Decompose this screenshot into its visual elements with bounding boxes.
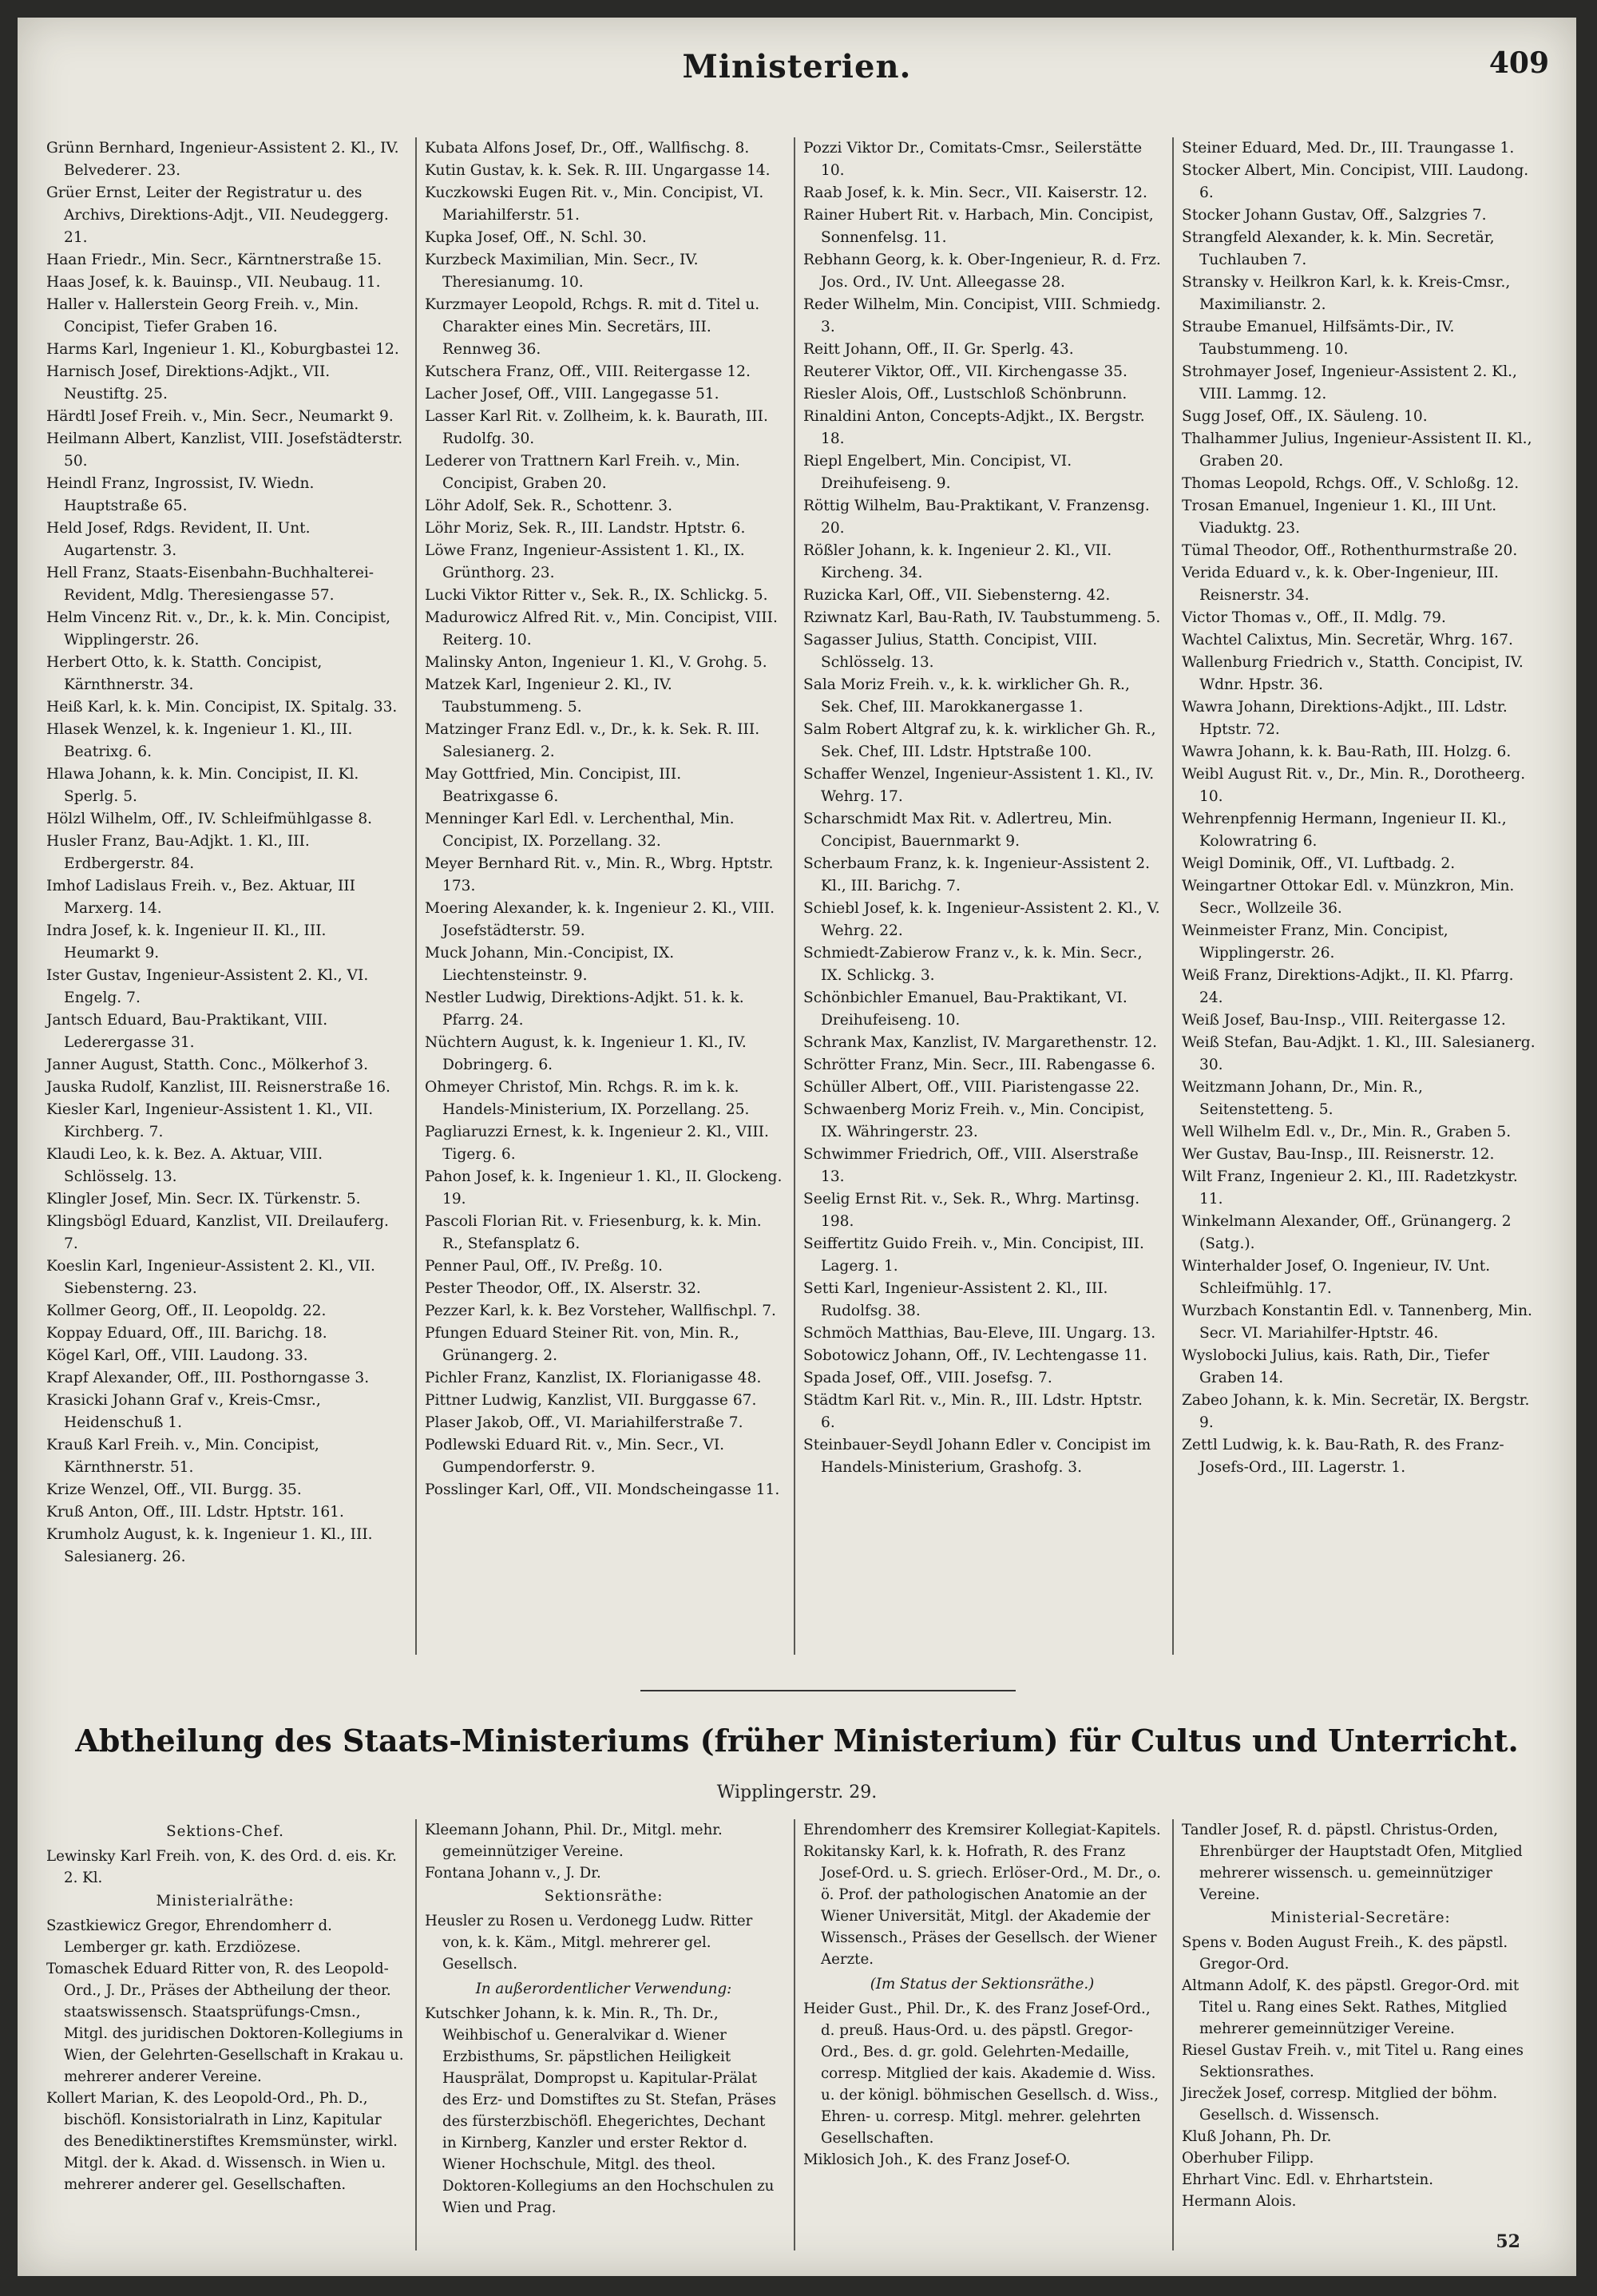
list-item: Pfungen Eduard Steiner Rit. von, Min. R., Grünangerg. 2.	[425, 1325, 739, 1364]
list-item: Jirecžek Josef, corresp. Mitglied der böhm. Gesellsch. d. Wissensch.	[1182, 2085, 1498, 2124]
list-item: Kupka Josef, Off., N. Schl. 30.	[425, 229, 647, 246]
column-rule	[794, 137, 795, 1655]
list-item: Hölzl Wilhelm, Off., IV. Schleifmühlgasse 8.	[46, 811, 373, 827]
list-item: Held Josef, Rdgs. Revident, II. Unt. Augartenstr. 3.	[46, 520, 311, 559]
list-item: Seiffertitz Guido Freih. v., Min. Concipist, III. Lagerg. 1.	[803, 1235, 1144, 1275]
list-item: Riepl Engelbert, Min. Concipist, VI. Dreihufeiseng. 9.	[803, 453, 1072, 492]
list-item: Verida Eduard v., k. k. Ober-Ingenieur, III. Reisnerstr. 34.	[1182, 565, 1499, 604]
list-item: Harms Karl, Ingenieur 1. Kl., Koburgbastei 12.	[46, 341, 399, 358]
list-item: Ehrhart Vinc. Edl. v. Ehrhartstein.	[1182, 2171, 1434, 2188]
list-item: Lasser Karl Rit. v. Zollheim, k. k. Baurath, III. Rudolfg. 30.	[425, 408, 768, 447]
list-item: Tandler Josef, R. d. päpstl. Christus-Orden, Ehrenbürger der Hauptstadt Ofen, Mitglied mehrerer wissensch. u. gemeinnütziger Vereine.	[1182, 1822, 1523, 1903]
list-item: Stransky v. Heilkron Karl, k. k. Kreis-Cmsr., Maximilianstr. 2.	[1182, 274, 1511, 313]
list-item: Grüer Ernst, Leiter der Registratur u. des Archivs, Direktions-Adjt., VII. Neudeggerg. 21.	[46, 184, 389, 246]
list-item: Härdtl Josef Freih. v., Min. Secr., Neumarkt 9.	[46, 408, 394, 425]
list-item: Hermann Alois.	[1182, 2193, 1297, 2210]
list-item: Posslinger Karl, Off., VII. Mondscheingasse 11.	[425, 1481, 780, 1498]
list-item: Schwimmer Friedrich, Off., VIII. Alserstraße 13.	[803, 1146, 1139, 1185]
list-item: Kutschker Johann, k. k. Min. R., Th. Dr., Weihbischof u. Generalvikar d. Wiener Erzbisthums, Sr. päpstlichen Heiligkeit Hausprälat, Dompropst u. Kapitular-Prälat des Erz- und Domstiftes zu St. Stefan, Präses des fürsterzbischöfl. Ehegerichtes, Dechant in Kirnberg, Kanzler und erster Rektor d. Wiener Hochschule, Mitgl. des theol. Doktoren-Kollegiums an den Hochschulen zu Wien und Prag.	[425, 2005, 777, 2216]
list-item: Kiesler Karl, Ingenieur-Assistent 1. Kl., VII. Kirchberg. 7.	[46, 1101, 374, 1140]
column-rule	[415, 137, 417, 1655]
list-item: Fontana Johann v., J. Dr.	[425, 1865, 601, 1882]
list-item: Schrötter Franz, Min. Secr., III. Rabengasse 6.	[803, 1057, 1155, 1073]
list-item: Winterhalder Josef, O. Ingenieur, IV. Unt. Schleifmühlg. 17.	[1182, 1258, 1491, 1297]
list-item: Heusler zu Rosen u. Verdonegg Ludw. Ritter von, k. k. Käm., Mitgl. mehrerer gel. Gesellsch.	[425, 1913, 753, 1973]
list-item: Koeslin Karl, Ingenieur-Assistent 2. Kl., VII. Siebensterng. 23.	[46, 1258, 375, 1297]
list-item: Tomaschek Eduard Ritter von, R. des Leopold-Ord., J. Dr., Präses der Abtheilung der theor. staatswissensch. Staatsprüfungs-Cmsn., Mitgl. des juridischen Doktoren-Kollegiums in Wien, der Gelehrten-Gesellschaft in Krakau u. mehrerer anderer Vereine.	[46, 1961, 404, 2085]
list-item: Well Wilhelm Edl. v., Dr., Min. R., Graben 5.	[1182, 1124, 1512, 1140]
list-item: Heilmann Albert, Kanzlist, VIII. Josefstädterstr. 50.	[46, 430, 403, 470]
list-item: Schiebl Josef, k. k. Ingenieur-Assistent 2. Kl., V. Wehrg. 22.	[803, 900, 1160, 939]
list-item: Wehrenpfennig Hermann, Ingenieur II. Kl., Kolowratring 6.	[1182, 811, 1507, 850]
list-item: Löhr Moriz, Sek. R., III. Landstr. Hptstr. 6.	[425, 520, 746, 537]
list-item: Matzek Karl, Ingenieur 2. Kl., IV. Taubstummeng. 5.	[425, 676, 672, 716]
top-column-1	[46, 137, 404, 1568]
list-item: Weiß Franz, Direktions-Adjkt., II. Kl. Pfarrg. 24.	[1182, 967, 1514, 1006]
list-item: Sugg Josef, Off., IX. Säuleng. 10.	[1182, 408, 1428, 425]
top-column-3	[803, 137, 1161, 1479]
top-column-4	[1182, 137, 1540, 1479]
bottom-column-2	[425, 1819, 783, 2219]
list-item: Indra Josef, k. k. Ingenieur II. Kl., III. Heumarkt 9.	[46, 922, 327, 962]
list-item: Schmiedt-Zabierow Franz v., k. k. Min. Secr., IX. Schlickg. 3.	[803, 945, 1143, 984]
list-item: Oberhuber Filipp.	[1182, 2150, 1314, 2167]
list-item: Pezzer Karl, k. k. Bez Vorsteher, Wallfischpl. 7.	[425, 1303, 776, 1319]
list-item: Harnisch Josef, Direktions-Adjkt., VII. Neustiftg. 25.	[46, 363, 331, 402]
list-item: Lacher Josef, Off., VIII. Langegasse 51.	[425, 386, 719, 402]
list-item: Scharschmidt Max Rit. v. Adlertreu, Min. Concipist, Bauernmarkt 9.	[803, 811, 1112, 850]
list-item: Wawra Johann, Direktions-Adjkt., III. Ldstr. Hptstr. 72.	[1182, 699, 1508, 738]
bottom-column-3	[803, 1819, 1161, 2171]
list-item: Haller v. Hallerstein Georg Freih. v., Min. Concipist, Tiefer Graben 16.	[46, 296, 359, 335]
list-item: Stocker Albert, Min. Concipist, VIII. Laudong. 6.	[1182, 162, 1529, 201]
list-item: Pester Theodor, Off., IX. Alserstr. 32.	[425, 1280, 701, 1297]
list-item: Thomas Leopold, Rchgs. Off., V. Schloßg. 12.	[1182, 475, 1520, 492]
list-item: Schwaenberg Moriz Freih. v., Min. Concipist, IX. Währingerstr. 23.	[803, 1101, 1145, 1140]
list-item: Szastkiewicz Gregor, Ehrendomherr d. Lemberger gr. kath. Erzdiözese.	[46, 1917, 332, 1956]
list-item: Hlawa Johann, k. k. Min. Concipist, II. Kl. Sperlg. 5.	[46, 766, 359, 805]
list-item: Stocker Johann Gustav, Off., Salzgries 7.	[1182, 207, 1487, 224]
list-item: Schüller Albert, Off., VIII. Piaristengasse 22.	[803, 1079, 1139, 1096]
list-item: Städtm Karl Rit. v., Min. R., III. Ldstr. Hptstr. 6.	[803, 1392, 1143, 1431]
list-item: Haan Friedr., Min. Secr., Kärntnerstraße 15.	[46, 252, 382, 268]
list-item: Kuczkowski Eugen Rit. v., Min. Concipist, VI. Mariahilferstr. 51.	[425, 184, 764, 224]
list-item: Pittner Ludwig, Kanzlist, VII. Burggasse 67.	[425, 1392, 757, 1409]
list-item: Reuterer Viktor, Off., VII. Kirchengasse 35.	[803, 363, 1127, 380]
list-item: Klingsbögl Eduard, Kanzlist, VII. Dreilauferg. 7.	[46, 1213, 389, 1252]
list-item: Herbert Otto, k. k. Statth. Concipist, Kärnthnerstr. 34.	[46, 654, 323, 693]
list-item: Hlasek Wenzel, k. k. Ingenieur 1. Kl., III. Beatrixg. 6.	[46, 721, 353, 760]
list-item: Schrank Max, Kanzlist, IV. Margarethenstr. 12.	[803, 1034, 1158, 1051]
list-item: Pagliaruzzi Ernest, k. k. Ingenieur 2. Kl., VIII. Tigerg. 6.	[425, 1124, 769, 1163]
list-item: Meyer Bernhard Rit. v., Min. R., Wbrg. Hptstr. 173.	[425, 855, 774, 894]
list-item: Klingler Josef, Min. Secr. IX. Türkenstr. 5.	[46, 1191, 361, 1207]
list-item: Haas Josef, k. k. Bauinsp., VII. Neubaug. 11.	[46, 274, 381, 291]
column-rule	[1172, 1819, 1174, 2250]
list-item: Kollert Marian, K. des Leopold-Ord., Ph. D., bischöfl. Konsistorialrath in Linz, Kapitular des Benediktinerstiftes Kremsmünster, wirkl. Mitgl. der k. Akad. d. Wissensch. in Wien u. mehrerer anderer gel. Gesellschaften.	[46, 2090, 398, 2193]
list-item: Janner August, Statth. Conc., Mölkerhof 3.	[46, 1057, 369, 1073]
list-item: Kögel Karl, Off., VIII. Laudong. 33.	[46, 1347, 308, 1364]
heading-ministerialraethe: Ministerialräthe:	[156, 1893, 295, 1909]
heading-sektionsraethe: Sektionsräthe:	[544, 1888, 664, 1905]
list-item: Strohmayer Josef, Ingenieur-Assistent 2. Kl., VIII. Lammg. 12.	[1182, 363, 1517, 402]
top-column-2	[425, 137, 783, 1501]
list-item: Reder Wilhelm, Min. Concipist, VIII. Schmiedg. 3.	[803, 296, 1161, 335]
list-item: Ehrendomherr des Kremsirer Kollegiat-Kapitels.	[803, 1822, 1161, 1838]
list-item: Weigl Dominik, Off., VI. Luftbadg. 2.	[1182, 855, 1456, 872]
list-item: Sobotowicz Johann, Off., IV. Lechtengasse 11.	[803, 1347, 1147, 1364]
status-note: (Im Status der Sektionsräthe.)	[870, 1976, 1095, 1993]
column-rule	[1172, 137, 1174, 1655]
list-item: Kluß Johann, Ph. Dr.	[1182, 2128, 1332, 2145]
document-page	[18, 18, 1576, 2276]
list-item: Plaser Jakob, Off., VI. Mariahilferstraße 7.	[425, 1414, 743, 1431]
list-item: Nestler Ludwig, Direktions-Adjkt. 51. k. k. Pfarrg. 24.	[425, 989, 744, 1029]
list-item: Rößler Johann, k. k. Ingenieur 2. Kl., VII. Kircheng. 34.	[803, 542, 1112, 581]
list-item: Moering Alexander, k. k. Ingenieur 2. Kl., VIII. Josefstädterstr. 59.	[425, 900, 775, 939]
list-item: Matzinger Franz Edl. v., Dr., k. k. Sek. R. III. Salesianerg. 2.	[425, 721, 760, 760]
list-item: Kruß Anton, Off., III. Ldstr. Hptstr. 161.	[46, 1504, 344, 1521]
bottom-column-1	[46, 1819, 404, 2195]
list-item: Pichler Franz, Kanzlist, IX. Florianigasse 48.	[425, 1370, 762, 1386]
list-item: Helm Vincenz Rit. v., Dr., k. k. Min. Concipist, Wipplingerstr. 26.	[46, 609, 391, 648]
list-item: Trosan Emanuel, Ingenieur 1. Kl., III Unt. Viaduktg. 23.	[1182, 498, 1497, 537]
list-item: Krapf Alexander, Off., III. Posthorngasse 3.	[46, 1370, 370, 1386]
list-item: Grünn Bernhard, Ingenieur-Assistent 2. Kl., IV. Belvederег. 23.	[46, 140, 399, 179]
list-item: Spada Josef, Off., VIII. Josefsg. 7.	[803, 1370, 1052, 1386]
bottom-column-4	[1182, 1819, 1540, 2212]
list-item: Rebhann Georg, k. k. Ober-Ingenieur, R. d. Frz. Jos. Ord., IV. Unt. Alleegasse 28.	[803, 252, 1161, 291]
list-item: Straube Emanuel, Hilfsämts-Dir., IV. Taubstummeng. 10.	[1182, 319, 1455, 358]
list-item: Miklosich Joh., K. des Franz Josef-O.	[803, 2151, 1071, 2168]
list-item: Löhr Adolf, Sek. R., Schottenr. 3.	[425, 498, 673, 514]
list-item: Koppay Eduard, Off., III. Barichg. 18.	[46, 1325, 327, 1342]
column-rule	[415, 1819, 417, 2250]
list-item: Pascoli Florian Rit. v. Friesenburg, k. k. Min. R., Stefansplatz 6.	[425, 1213, 762, 1252]
list-item: Menninger Karl Edl. v. Lerchenthal, Min. Concipist, IX. Porzellang. 32.	[425, 811, 735, 850]
list-item: Tümal Theodor, Off., Rothenthurmstraße 20.	[1182, 542, 1518, 559]
list-item: Reitt Johann, Off., II. Gr. Sperlg. 43.	[803, 341, 1074, 358]
list-item: Krumholz August, k. k. Ingenieur 1. Kl., III. Salesianerg. 26.	[46, 1526, 373, 1565]
list-item: Weibl August Rit. v., Dr., Min. R., Dorotheerg. 10.	[1182, 766, 1526, 805]
list-item: Klaudi Leo, k. k. Bez. A. Aktuar, VIII. Schlösselg. 13.	[46, 1146, 323, 1185]
list-item: Raab Josef, k. k. Min. Secr., VII. Kaiserstr. 12.	[803, 184, 1147, 201]
list-item: Kubata Alfons Josef, Dr., Off., Wallfischg. 8.	[425, 140, 750, 157]
list-item: Kutschera Franz, Off., VIII. Reitergasse 12.	[425, 363, 751, 380]
column-rule	[794, 1819, 795, 2250]
list-item: Wyslobocki Julius, kais. Rath, Dir., Tiefer Graben 14.	[1182, 1347, 1490, 1386]
list-item: Sala Moriz Freih. v., k. k. wirklicher Gh. R., Sek. Chef, III. Marokkanergasse 1.	[803, 676, 1130, 716]
list-item: Riesler Alois, Off., Lustschloß Schönbrunn.	[803, 386, 1127, 402]
list-item: Rinaldini Anton, Concepts-Adjkt., IX. Bergstr. 18.	[803, 408, 1145, 447]
list-item: Kleemann Johann, Phil. Dr., Mitgl. mehr. gemeinnütziger Vereine.	[425, 1822, 723, 1860]
list-item: Sagasser Julius, Statth. Concipist, VIII. Schlösselg. 13.	[803, 632, 1098, 671]
list-item: Zabeo Johann, k. k. Min. Secretär, IX. Bergstr. 9.	[1182, 1392, 1530, 1431]
list-item: Imhof Ladislaus Freih. v., Bez. Aktuar, III Marxerg. 14.	[46, 878, 355, 917]
list-item: Rziwnatz Karl, Bau-Rath, IV. Taubstummeng. 5.	[803, 609, 1161, 626]
list-item: Zettl Ludwig, k. k. Bau-Rath, R. des Franz-Josefs-Ord., III. Lagerstr. 1.	[1182, 1437, 1504, 1476]
list-item: Riesel Gustav Freih. v., mit Titel u. Rang eines Sektionsrathes.	[1182, 2042, 1524, 2080]
list-item: Muck Johann, Min.-Concipist, IX. Liechtensteinstr. 9.	[425, 945, 675, 984]
section-title: Abtheilung des Staats-Ministeriums (früher Ministerium) für Cultus und Unterricht.	[75, 1723, 1519, 1759]
list-item: Victor Thomas v., Off., II. Mdlg. 79.	[1182, 609, 1446, 626]
list-item: Kurzmayer Leopold, Rchgs. R. mit d. Titel u. Charakter eines Min. Secretärs, III. Rennweg 36.	[425, 296, 760, 358]
list-item: Pahon Josef, k. k. Ingenieur 1. Kl., II. Glockeng. 19.	[425, 1168, 783, 1207]
list-item: Hell Franz, Staats-Eisenbahn-Buchhalterei-Revident, Mdlg. Theresiengasse 57.	[46, 565, 374, 604]
list-item: Rokitansky Karl, k. k. Hofrath, R. des Franz Josef-Ord. u. S. griech. Erlöser-Ord., M. Dr., o. ö. Prof. der pathologischen Anatomie an der Wiener Universität, Mitgl. der Akademie der Wissensch., Präses der Gesellsch. der Wiener Aerzte.	[803, 1843, 1161, 1968]
list-item: Wawra Johann, k. k. Bau-Rath, III. Holzg. 6.	[1182, 744, 1512, 760]
heading-ausserordentlich: In außerordentlicher Verwendung:	[475, 1981, 732, 1997]
list-item: Husler Franz, Bau-Adjkt. 1. Kl., III. Erdbergerstr. 84.	[46, 833, 310, 872]
list-item: May Gottfried, Min. Concipist, III. Beatrixgasse 6.	[425, 766, 682, 805]
list-item: Kutin Gustav, k. k. Sek. R. III. Ungargasse 14.	[425, 162, 771, 179]
list-item: Löwe Franz, Ingenieur-Assistent 1. Kl., IX. Grünthorg. 23.	[425, 542, 745, 581]
list-item: Altmann Adolf, K. des päpstl. Gregor-Ord. mit Titel u. Rang eines Sekt. Rathes, Mitglied mehrerer gemeinnütziger Vereine.	[1182, 1977, 1520, 2037]
list-item: Jantsch Eduard, Bau-Praktikant, VIII. Lederergasse 31.	[46, 1012, 328, 1051]
list-item: Salm Robert Altgraf zu, k. k. wirklicher Gh. R., Sek. Chef, III. Ldstr. Hptstraße 100.	[803, 721, 1156, 760]
list-item: Weitzmann Johann, Dr., Min. R., Seitenstetteng. 5.	[1182, 1079, 1423, 1118]
list-item: Spens v. Boden August Freih., K. des päpstl. Gregor-Ord.	[1182, 1934, 1508, 1973]
list-item: Scherbaum Franz, k. k. Ingenieur-Assistent 2. Kl., III. Barichg. 7.	[803, 855, 1151, 894]
section-address: Wipplingerstr. 29.	[716, 1782, 878, 1802]
list-item: Strangfeld Alexander, k. k. Min. Secretär, Tuchlauben 7.	[1182, 229, 1495, 268]
list-item: Jauska Rudolf, Kanzlist, III. Reisnerstraße 16.	[46, 1079, 390, 1096]
list-item: Weiß Josef, Bau-Insp., VIII. Reitergasse 12.	[1182, 1012, 1506, 1029]
list-item: Wallenburg Friedrich v., Statth. Concipist, IV. Wdnr. Hpstr. 36.	[1182, 654, 1524, 693]
heading-ministerial-secretaere: Ministerial-Secretäre:	[1270, 1909, 1451, 1926]
list-item: Weingartner Ottokar Edl. v. Münzkron, Min. Secr., Wollzeile 36.	[1182, 878, 1515, 917]
heading-sektions-chef: Sektions-Chef.	[166, 1823, 284, 1840]
list-item: Kurzbeck Maximilian, Min. Secr., IV. Theresianumg. 10.	[425, 252, 699, 291]
list-item: Podlewski Eduard Rit. v., Min. Secr., VI. Gumpendorferstr. 9.	[425, 1437, 725, 1476]
list-item: Madurowicz Alfred Rit. v., Min. Concipist, VIII. Reiterg. 10.	[425, 609, 778, 648]
list-item: Heindl Franz, Ingrossist, IV. Wiedn. Hauptstraße 65.	[46, 475, 315, 514]
list-item: Kollmer Georg, Off., II. Leopoldg. 22.	[46, 1303, 327, 1319]
running-head: Ministerien.	[682, 48, 912, 85]
list-item: Krasicki Johann Graf v., Kreis-Cmsr., Heidenschuß 1.	[46, 1392, 321, 1431]
list-item: Ohmeyer Christof, Min. Rchgs. R. im k. k. Handels-Ministerium, IX. Porzellang. 25.	[425, 1079, 750, 1118]
list-item: Heiß Karl, k. k. Min. Concipist, IX. Spitalg. 33.	[46, 699, 398, 716]
list-item: Steiner Eduard, Med. Dr., III. Traungasse 1.	[1182, 140, 1515, 157]
list-item: Röttig Wilhelm, Bau-Praktikant, V. Franzensg. 20.	[803, 498, 1150, 537]
list-item: Wer Gustav, Bau-Insp., III. Reisnerstr. 12.	[1182, 1146, 1495, 1163]
section-divider	[640, 1690, 1016, 1691]
list-item: Wachtel Calixtus, Min. Secretär, Whrg. 167.	[1182, 632, 1513, 648]
signature-mark: 52	[1496, 2231, 1520, 2252]
list-item: Schmöch Matthias, Bau-Eleve, III. Ungarg. 13.	[803, 1325, 1156, 1342]
list-item: Schönbichler Emanuel, Bau-Praktikant, VI. Dreihufeiseng. 10.	[803, 989, 1127, 1029]
list-item: Malinsky Anton, Ingenieur 1. Kl., V. Grohg. 5.	[425, 654, 767, 671]
list-item: Krize Wenzel, Off., VII. Burgg. 35.	[46, 1481, 302, 1498]
list-item: Rainer Hubert Rit. v. Harbach, Min. Concipist, Sonnenfelsg. 11.	[803, 207, 1154, 246]
list-item: Seelig Ernst Rit. v., Sek. R., Whrg. Martinsg. 198.	[803, 1191, 1140, 1230]
list-item: Lederer von Trattnern Karl Freih. v., Min. Concipist, Graben 20.	[425, 453, 740, 492]
list-item: Weiß Stefan, Bau-Adjkt. 1. Kl., III. Salesianerg. 30.	[1182, 1034, 1536, 1073]
list-item: Ister Gustav, Ingenieur-Assistent 2. Kl., VI. Engelg. 7.	[46, 967, 369, 1006]
list-item: Weinmeister Franz, Min. Concipist, Wipplingerstr. 26.	[1182, 922, 1448, 962]
list-item: Ruzicka Karl, Off., VII. Siebensterng. 42.	[803, 587, 1111, 604]
list-item: Setti Karl, Ingenieur-Assistent 2. Kl., III. Rudolfsg. 38.	[803, 1280, 1108, 1319]
list-item: Wurzbach Konstantin Edl. v. Tannenberg, Min. Secr. VI. Mariahilfer-Hptstr. 46.	[1182, 1303, 1532, 1342]
list-item: Lucki Viktor Ritter v., Sek. R., IX. Schlickg. 5.	[425, 587, 768, 604]
list-item: Winkelmann Alexander, Off., Grünangerg. 2 (Satg.).	[1182, 1213, 1512, 1252]
list-item: Pozzi Viktor Dr., Comitats-Cmsr., Seilerstätte 10.	[803, 140, 1143, 179]
list-item: Schaffer Wenzel, Ingenieur-Assistent 1. Kl., IV. Wehrg. 17.	[803, 766, 1155, 805]
list-item: Lewinsky Karl Freih. von, K. des Ord. d. eis. Kr. 2. Kl.	[46, 1848, 397, 1886]
list-item: Steinbauer-Seydl Johann Edler v. Concipist im Handels-Ministerium, Grashofg. 3.	[803, 1437, 1151, 1476]
list-item: Heider Gust., Phil. Dr., K. des Franz Josef-Ord., d. preuß. Haus-Ord. u. des päpstl. Gregor-Ord., Bes. d. gr. gold. Gelehrten-Medaille, corresp. Mitglied der kais. Akademie d. Wiss. u. der königl. böhmischen Gesellsch. d. Wiss., Ehren- u. corresp. Mitgl. mehrer. gelehrten Gesellschaften.	[803, 2001, 1159, 2147]
list-item: Wilt Franz, Ingenieur 2. Kl., III. Radetzkystr. 11.	[1182, 1168, 1518, 1207]
list-item: Krauß Karl Freih. v., Min. Concipist, Kärnthnerstr. 51.	[46, 1437, 319, 1476]
page-number: 409	[1488, 46, 1549, 80]
list-item: Penner Paul, Off., IV. Preßg. 10.	[425, 1258, 663, 1275]
list-item: Nüchtern August, k. k. Ingenieur 1. Kl., IV. Dobringerg. 6.	[425, 1034, 747, 1073]
list-item: Thalhammer Julius, Ingenieur-Assistent II. Kl., Graben 20.	[1182, 430, 1532, 470]
